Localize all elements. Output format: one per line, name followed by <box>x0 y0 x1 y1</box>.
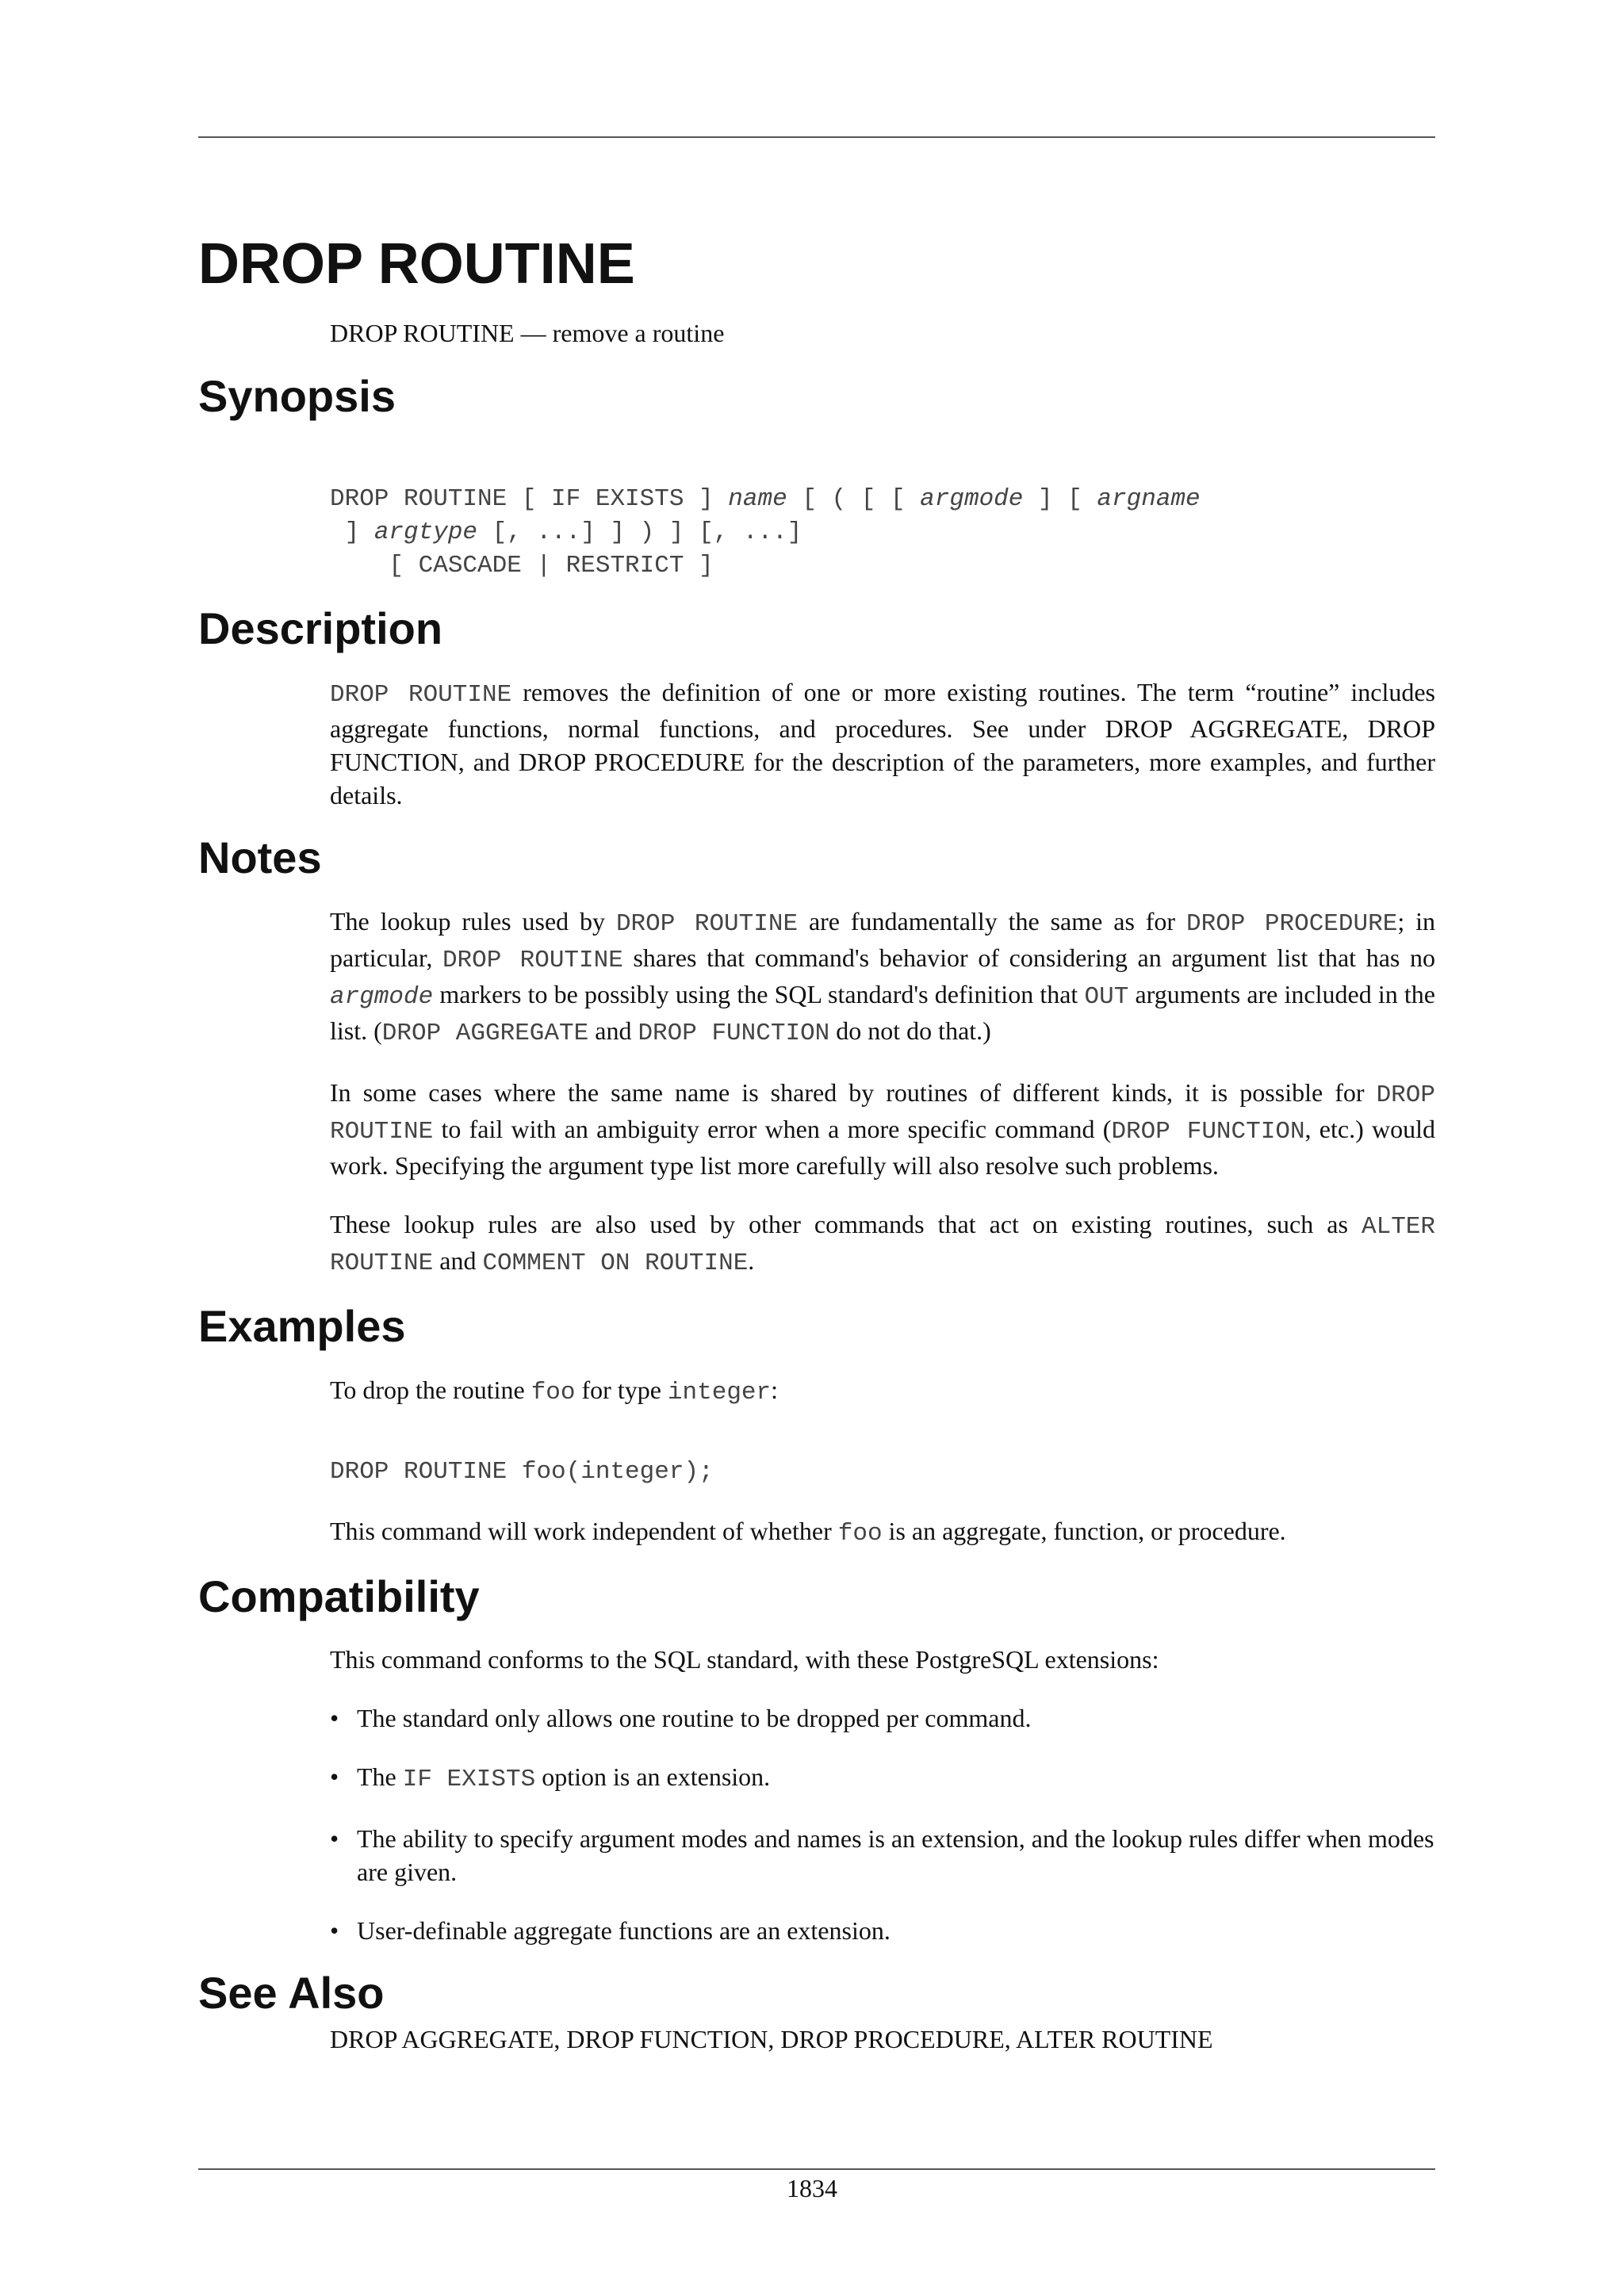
code-literal: integer <box>667 1378 772 1406</box>
code-literal: OUT <box>1084 982 1129 1011</box>
header-rule <box>198 136 1435 138</box>
compatibility-list <box>330 1701 1435 1947</box>
code-literal: DROP FUNCTION <box>1111 1117 1305 1146</box>
description-text: removes the definition of one or more existing routines. The term “routine” includes aggregate functions, normal functions, and procedures. See under DROP AGGREGATE, DROP FUNCTION, and DROP PROCEDURE for the description of the parameters, more examples, and further details. <box>330 677 1435 809</box>
bullet-icon: • <box>330 1916 339 1946</box>
text: markers to be possibly using the SQL standard's definition that <box>433 979 1085 1008</box>
notes-heading: Notes <box>198 832 322 882</box>
synopsis-code <box>330 483 1435 583</box>
description-paragraph <box>330 675 1435 812</box>
synopsis-heading: Synopsis <box>198 371 396 422</box>
refpurpose: DROP ROUTINE — remove a routine <box>330 319 725 348</box>
list-item <box>330 1822 1435 1888</box>
list-item-text: The ability to specify argument modes and names is an extension, and the lookup rules differ when modes are given. <box>357 1824 1434 1887</box>
text: option is an extension. <box>535 1762 771 1792</box>
synopsis-param-argtype: argtype <box>373 519 478 547</box>
compatibility-heading: Compatibility <box>198 1571 480 1621</box>
code-literal: COMMENT ON ROUTINE <box>482 1249 749 1277</box>
code-literal: foo <box>837 1519 883 1548</box>
footer-rule <box>198 2168 1435 2170</box>
bullet-icon: • <box>330 1824 339 1854</box>
text: In some cases where the same name is shared by routines of different kinds, it is possible for <box>330 1077 1377 1107</box>
text: To drop the routine <box>330 1375 531 1404</box>
page-content <box>198 230 1435 2056</box>
text: These lookup rules are also used by other commands that act on existing routines, such as <box>330 1209 1362 1238</box>
list-item-text: User-definable aggregate functions are an extension. <box>357 1916 891 1946</box>
notes-paragraph-3 <box>330 1207 1435 1280</box>
list-item <box>330 1701 1435 1735</box>
code-literal: DROP PROCEDURE <box>1185 909 1398 938</box>
synopsis-text: ] <box>330 519 374 547</box>
synopsis-param-name: name <box>728 485 787 514</box>
text: for type <box>575 1375 668 1404</box>
text: . <box>748 1246 755 1275</box>
code-literal: foo <box>530 1378 576 1406</box>
notes-paragraph-2 <box>330 1076 1435 1182</box>
text: ; in particular, <box>330 906 1435 972</box>
synopsis-text: DROP ROUTINE [ IF EXISTS ] <box>330 485 729 514</box>
list-item-text <box>357 1760 1435 1797</box>
code-literal: ALTER ROUTINE <box>330 1212 1435 1277</box>
examples-after <box>330 1514 1435 1551</box>
code-param: argmode <box>330 982 434 1011</box>
bullet-icon: • <box>330 1762 339 1792</box>
examples-heading: Examples <box>198 1300 406 1351</box>
code-literal: DROP ROUTINE <box>442 946 623 974</box>
text: : <box>771 1375 779 1404</box>
text: are fundamentally the same as for <box>798 906 1186 936</box>
code-literal: DROP FUNCTION <box>638 1019 830 1047</box>
see-also-heading: See Also <box>198 1968 385 2019</box>
text: This command will work independent of whether <box>330 1516 838 1545</box>
text: , etc.) would work. Specifying the argument type list more carefully will also resolve such problems. <box>330 1114 1436 1180</box>
compatibility-intro: This command conforms to the SQL standard, with these PostgreSQL extensions: <box>330 1645 1159 1674</box>
examples-body <box>330 1373 1435 1551</box>
text: do not do that.) <box>829 1016 991 1045</box>
code-literal: DROP AGGREGATE <box>381 1019 589 1047</box>
notes-paragraph-1 <box>330 905 1435 1050</box>
example-code: DROP ROUTINE foo(integer); <box>330 1457 714 1486</box>
see-also-list: DROP AGGREGATE, DROP FUNCTION, DROP PROCEDURE, ALTER ROUTINE <box>330 2025 1213 2054</box>
synopsis-text: ] [ <box>1023 485 1097 514</box>
text: arguments are included in the list. ( <box>330 979 1436 1045</box>
code-literal: DROP ROUTINE <box>330 680 512 709</box>
notes-body <box>330 905 1435 1280</box>
text: The <box>357 1762 403 1792</box>
bullet-icon: • <box>330 1704 339 1733</box>
list-item <box>330 1760 1435 1797</box>
synopsis-text: [ CASCADE | RESTRICT ] <box>330 552 714 580</box>
text: The lookup rules used by <box>330 906 616 936</box>
text: and <box>433 1246 483 1275</box>
page-title: DROP ROUTINE <box>198 232 635 296</box>
code-literal: DROP ROUTINE <box>615 909 799 938</box>
synopsis-block <box>330 483 1435 583</box>
compatibility-body <box>330 1643 1435 1947</box>
text: to fail with an ambiguity error when a more specific command ( <box>433 1114 1112 1143</box>
code-literal: DROP ROUTINE <box>330 1081 1435 1146</box>
synopsis-param-argmode: argmode <box>920 485 1024 514</box>
synopsis-text: [, ...] ] ) ] [, ...] <box>477 519 802 547</box>
text: and <box>588 1016 638 1045</box>
list-item-text: The standard only allows one routine to be dropped per command. <box>357 1704 1032 1733</box>
code-literal: IF EXISTS <box>402 1766 536 1794</box>
text: shares that command's behavior of considering an argument list that has no <box>622 943 1435 972</box>
synopsis-text: [ ( [ [ <box>787 485 921 514</box>
description-heading: Description <box>198 603 443 654</box>
description-body <box>330 675 1435 812</box>
text: is an aggregate, function, or procedure. <box>882 1516 1286 1545</box>
examples-intro <box>330 1373 1435 1410</box>
page-number: 1834 <box>787 2174 837 2202</box>
list-item <box>330 1914 1435 1947</box>
synopsis-param-argname: argname <box>1097 485 1201 514</box>
